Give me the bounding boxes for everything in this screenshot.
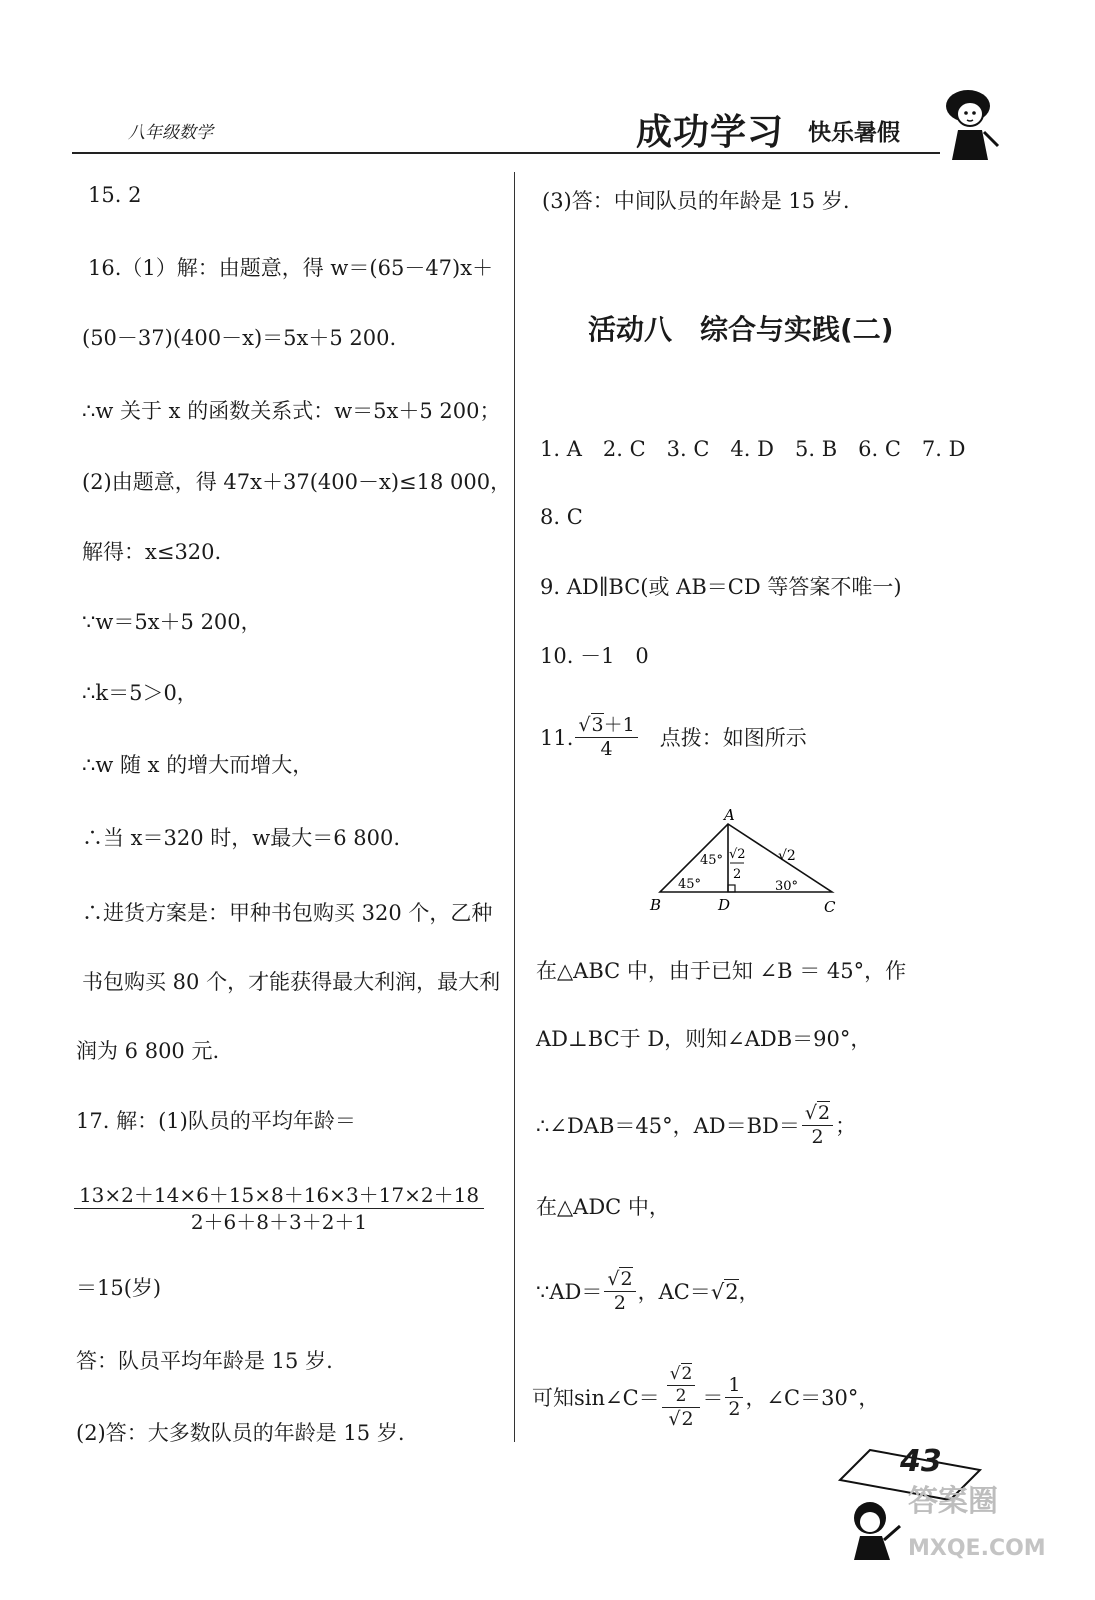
answer-15: 15. 2 <box>88 183 142 207</box>
angle-c-label: 30° <box>775 879 799 894</box>
vertex-c-label: C <box>824 898 836 916</box>
page-number: 43 <box>900 1444 942 1479</box>
column-divider <box>514 172 515 1442</box>
answer-11-line-6: 可知sin∠C＝ $\frac{\frac{√2}{2}}{√2}$ ＝ $\frac{1}{2}$ ，∠C＝30°， <box>532 1364 880 1430</box>
ad-length-denominator: 2 <box>733 867 742 882</box>
answer-11 <box>540 716 807 759</box>
watermark-url: MXQE.COM <box>908 1536 1046 1561</box>
answer-16-line-7: ∴k＝5＞0， <box>82 681 198 705</box>
answer-16-line-11: 书包购买 80 个，才能获得最大利润，最大利 <box>82 970 501 994</box>
answer-16-line-3: ∴w 关于 x 的函数关系式：w＝5x＋5 200； <box>82 399 501 423</box>
answer-17-line-5: (3)答：中间队员的年龄是 15 岁. <box>542 189 850 213</box>
fraction-numerator: 13×2＋14×6＋15×8＋16×3＋17×2＋18 <box>74 1182 484 1209</box>
vertex-d-label: D <box>718 896 731 914</box>
answer-8: 8. C <box>540 505 583 529</box>
answer-11-line-3: ∴∠DAB＝45°，AD＝BD＝ $\frac{√2}{2}$ ； <box>536 1102 857 1148</box>
choice-answers: 1. A 2. C 3. C 4. D 5. B 6. C 7. D <box>540 437 966 461</box>
answer-9: 9. AD∥BC(或 AB＝CD 等答案不唯一) <box>540 575 902 599</box>
vertex-b-label: B <box>650 896 662 914</box>
answer-17-line-4: (2)答：大多数队员的年龄是 15 岁. <box>76 1421 405 1445</box>
watermark-text: 答案圈 <box>908 1484 998 1519</box>
answer-11-line-4: 在△ADC 中， <box>536 1195 670 1219</box>
header-rule <box>72 152 940 154</box>
answer-11-fraction: $\frac{√3+1}{4}$ <box>575 716 637 759</box>
answer-11-line-1: 在△ABC 中，由于已知 ∠B ＝ 45°，作 <box>536 959 907 983</box>
cartoon-girl-icon <box>940 86 1002 162</box>
answer-17-line-2: ＝15(岁) <box>76 1276 162 1300</box>
section-title: 活动八 综合与实践(二) <box>588 313 894 346</box>
answer-11-line-2: AD⊥BC于 D，则知∠ADB＝90°， <box>536 1027 872 1051</box>
header-subject: 八年级数学 <box>128 123 213 143</box>
ad-length-label: √2 <box>729 847 746 862</box>
answer-10: 10. －1 0 <box>540 644 649 668</box>
average-age-fraction <box>74 1182 484 1235</box>
answer-11-number: 11. <box>540 725 574 750</box>
header-title: 成功学习 <box>636 112 785 153</box>
answer-17-line-3: 答：队员平均年龄是 15 岁. <box>76 1349 333 1373</box>
answer-16-line-10: ∴进货方案是：甲种书包购买 320 个，乙种 <box>82 901 493 925</box>
answer-16-line-2: (50－37)(400－x)＝5x＋5 200. <box>82 326 397 350</box>
angle-dab-label: 45° <box>700 853 724 868</box>
angle-b-label: 45° <box>678 877 702 892</box>
answer-16-line-5: 解得：x≤320. <box>82 540 222 564</box>
answer-16-line-4: (2)由题意，得 47x＋37(400－x)≤18 000， <box>82 470 512 494</box>
fraction-denominator: 2＋6＋8＋3＋2＋1 <box>190 1210 368 1234</box>
ac-length-label: √2 <box>778 848 796 864</box>
answer-11-line-5: ∵AD＝ $\frac{√2}{2}$ ，AC＝ √2 ， <box>536 1268 760 1314</box>
answer-16-line-9: ∴当 x＝320 时，w最大＝6 800. <box>82 826 401 850</box>
answer-16-line-12: 润为 6 800 元. <box>76 1039 220 1063</box>
header-subtitle: 快乐暑假 <box>808 120 900 146</box>
vertex-a-label: A <box>724 808 735 824</box>
answer-16-line-1: 16.（1）解：由题意，得 w＝(65－47)x＋ <box>88 256 494 280</box>
answer-11-hint: 点拨：如图所示 <box>659 725 807 750</box>
triangle-figure <box>640 808 850 918</box>
answer-16-line-6: ∵w＝5x＋5 200， <box>82 610 262 634</box>
answer-16-line-8: ∴w 随 x 的增大而增大， <box>82 753 314 777</box>
answer-17-line-1: 17. 解：(1)队员的平均年龄＝ <box>76 1109 356 1133</box>
